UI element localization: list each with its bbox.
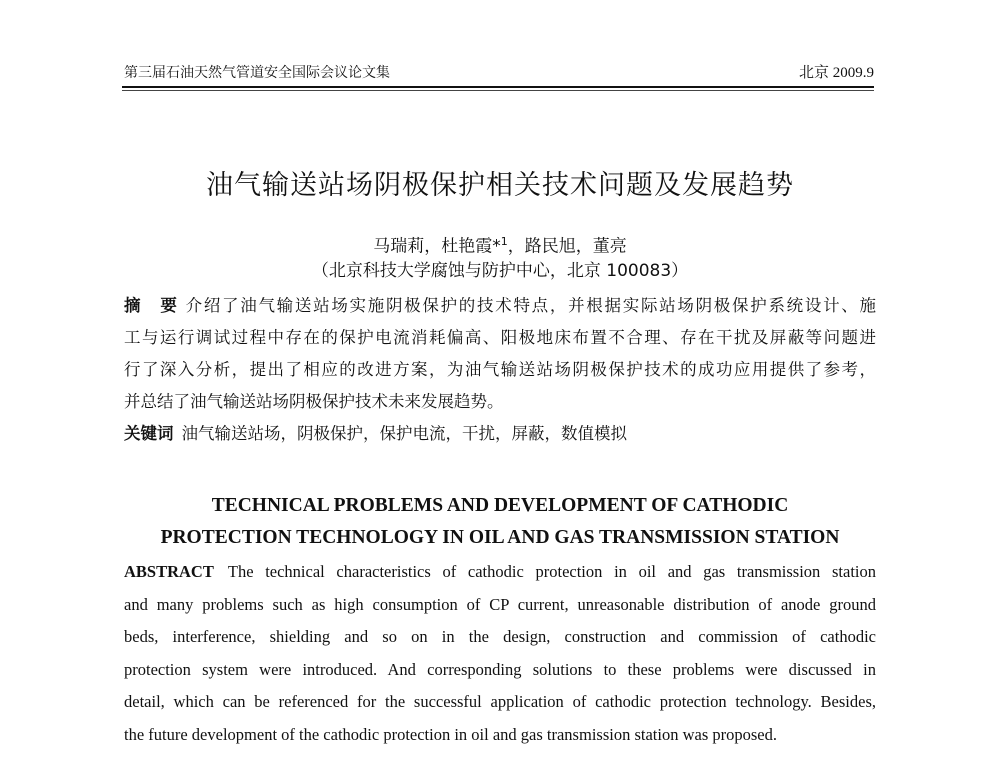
abstract-cn-label: 摘 要 [124,296,179,315]
abstract-cn-text: 介绍了油气输送站场实施阴极保护的技术特点，并根据实际站场阴极保护系统设计、施 [185,296,877,315]
keywords-text: 油气输送站场，阴极保护，保护电流，干扰，屏蔽，数值模拟 [181,424,627,443]
abstract-cn-line [124,290,876,322]
keywords-chinese [124,418,876,450]
abstract-en-line: beds, interference, shielding and so on in the design, construction and commission of cathodic [124,627,876,646]
authors-part-2: ，路民旭，董亮 [507,236,627,257]
authors-part-1: 马瑞莉，杜艳霞* [373,236,501,257]
abstract-cn-line: 并总结了油气输送站场阴极保护技术未来发展趋势。 [124,392,504,411]
paper-title-english [0,490,1000,554]
author-affiliation: （北京科技大学腐蚀与防护中心，北京 100083） [311,261,689,281]
abstract-en-text: The technical characteristics of cathodic protection in oil and gas transmission station [227,562,876,581]
proceedings-title: 第三届石油天然气管道安全国际会议论文集 [124,65,390,81]
location-date: 北京 2009.9 [798,65,874,81]
abstract-en-line [124,556,876,589]
abstract-en-label: ABSTRACT [124,562,214,581]
author-list [0,229,1000,260]
abstract-cn-line: 工与运行调试过程中存在的保护电流消耗偏高、阳极地床布置不合理、存在干扰及屏蔽等问题进 [124,328,876,347]
paper-title-chinese: 油气输送站场阴极保护相关技术问题及发展趋势 [206,170,794,201]
abstract-cn-line: 行了深入分析，提出了相应的改进方案，为油气输送站场阴极保护技术的成功应用提供了参考， [124,360,876,379]
abstract-en-line: and many problems such as high consumption of CP current, unreasonable distribution of anode ground [124,594,876,614]
abstract-en-line: the future development of the cathodic protection in oil and gas transmission station was proposed. [124,724,777,744]
abstract-english [124,556,876,751]
title-en-line-2: PROTECTION TECHNOLOGY IN OIL AND GAS TRANSMISSION STATION [160,527,840,548]
header-rule-thin [122,90,874,91]
title-en-line-1: TECHNICAL PROBLEMS AND DEVELOPMENT OF CATHODIC [211,495,789,516]
keywords-label: 关键词 [124,424,174,443]
abstract-en-line: protection system were introduced. And corresponding solutions to these problems were discussed in [124,659,876,679]
running-header [124,62,874,84]
header-rule [122,86,874,88]
abstract-en-line: detail, which can be referenced for the successful application of cathodic protection technology. Besides, [124,692,876,711]
author-footnote-mark: 1 [500,235,508,248]
abstract-chinese [124,290,876,418]
